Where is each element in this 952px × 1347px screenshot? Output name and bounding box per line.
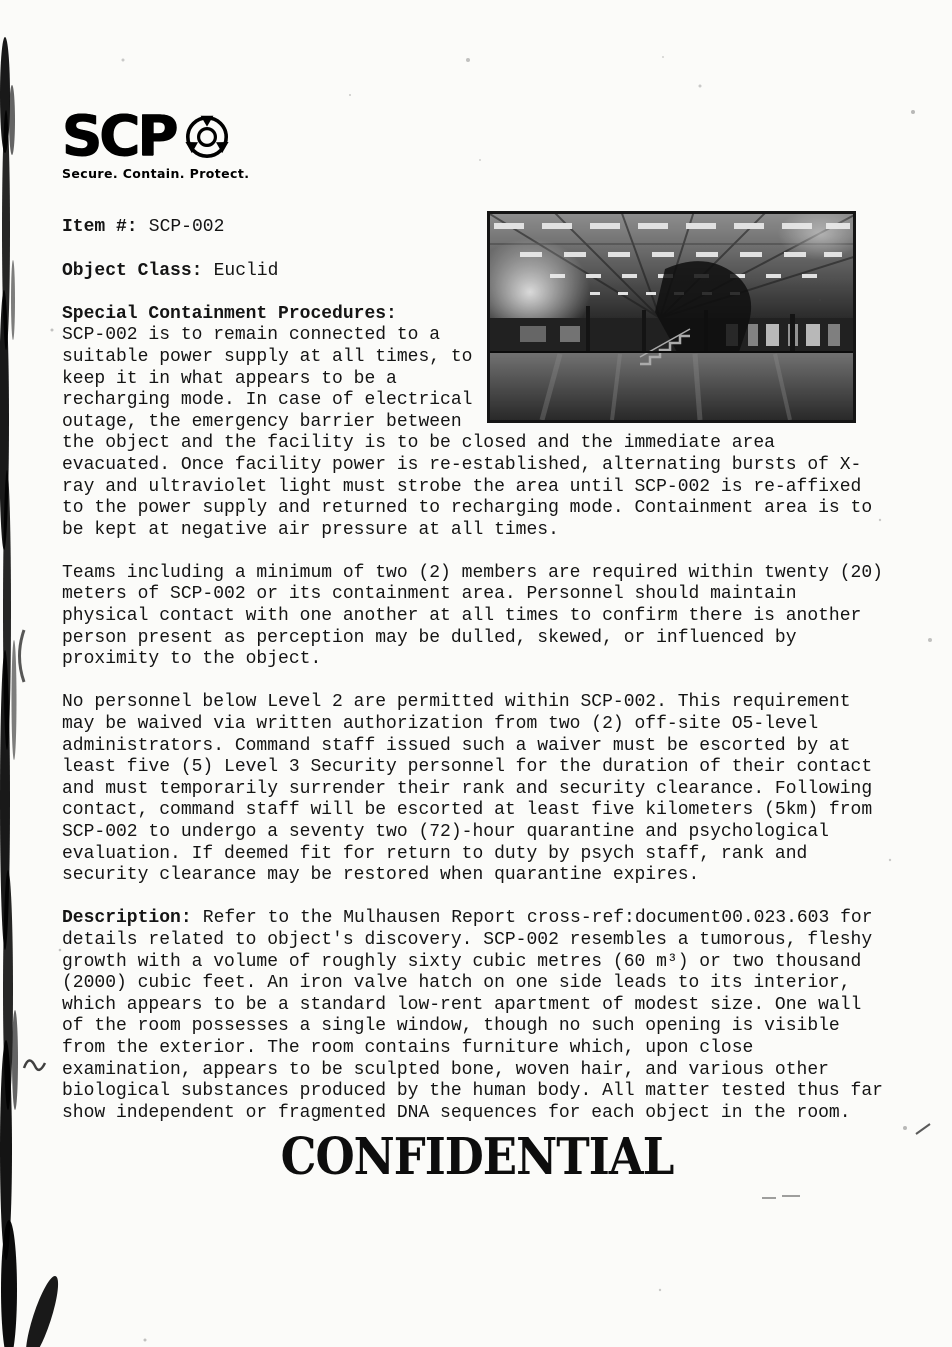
description-text: Refer to the Mulhausen Report cross-ref:document00.023.603 for details related to object's discovery. SCP-002 resembles a tumorous, fleshy growth with a volume of roughly sixty cubic metres (60 m³) or two thousand (2000) cubic feet. An iron valve hatch on one side leads to its interior, which appears to be a standard low-rent apartment of modest size. One wall of the room possesses a single window, though no such opening is visible from the exterior. The room contains furniture which, upon close examination, appears to be sculpted bone, woven hair, and various other biological substances produced by the human body. All matter tested thus far show independent or fragmented DNA sequences for each object in the room.: [62, 908, 883, 1123]
containment-procedures-label: Special Containment Procedures:: [62, 303, 397, 324]
containment-procedures-paragraph-2: [62, 563, 892, 671]
logo-tagline: Secure. Contain. Protect.: [62, 166, 250, 182]
document-body: [62, 217, 892, 1187]
logo-row: [62, 104, 892, 169]
item-number-value: SCP-002: [148, 217, 225, 238]
description-paragraph: [62, 908, 892, 1124]
containment-procedures-text-1: SCP-002 is to remain connected to a suitable power supply at all times, to keep it in what appears to be a recharging mode. In case of electrical outage, the emergency barrier between the object and the facility is to be closed and the immediate area evacuated. Once facility power is re-established, alternating bursts of X-ray and ultraviolet light must strobe the area until SCP-002 is re-affixed to the power supply and returned to recharging mode. Containment area is to be kept at negative air pressure at all times.: [62, 325, 873, 540]
object-class-label: Object Class:: [62, 260, 203, 281]
containment-procedures-text-3: No personnel below Level 2 are permitted within SCP-002. This requirement may be waived via written authorization from two (2) off-site O5-level administrators. Command staff issued such a waiver must be escorted by at least five (5) Level 3 Security personnel for the duration of their contact and must temporarily surrender their rank and security clearance. Following contact, command staff will be escorted at least five kilometers (5km) from SCP-002 to undergo a seventy two (72)-hour quarantine and psychological evaluation. If deemed fit for return to duty by psych staff, rank and security clearance may be restored when quarantine expires.: [62, 692, 873, 886]
scp-foundation-logo: [62, 104, 892, 182]
scp-wordmark: SCP: [62, 104, 176, 169]
warehouse-interior-photo: [487, 211, 856, 423]
item-number-label: Item #:: [62, 217, 138, 238]
containment-procedures-text-2: Teams including a minimum of two (2) members are required within twenty (20) meters of SCP-002 or its containment area. Personnel should maintain physical contact with one another at all times to confirm there is another person present as perception may be dulled, skewed, or influenced by proximity to the object.: [62, 562, 883, 670]
containment-procedures-paragraph-3: [62, 692, 892, 886]
scp-logo-icon: [183, 113, 231, 161]
object-class-value: Euclid: [213, 260, 279, 281]
description-label: Description:: [62, 908, 192, 929]
confidential-stamp: CONFIDENTIAL: [280, 1126, 674, 1187]
